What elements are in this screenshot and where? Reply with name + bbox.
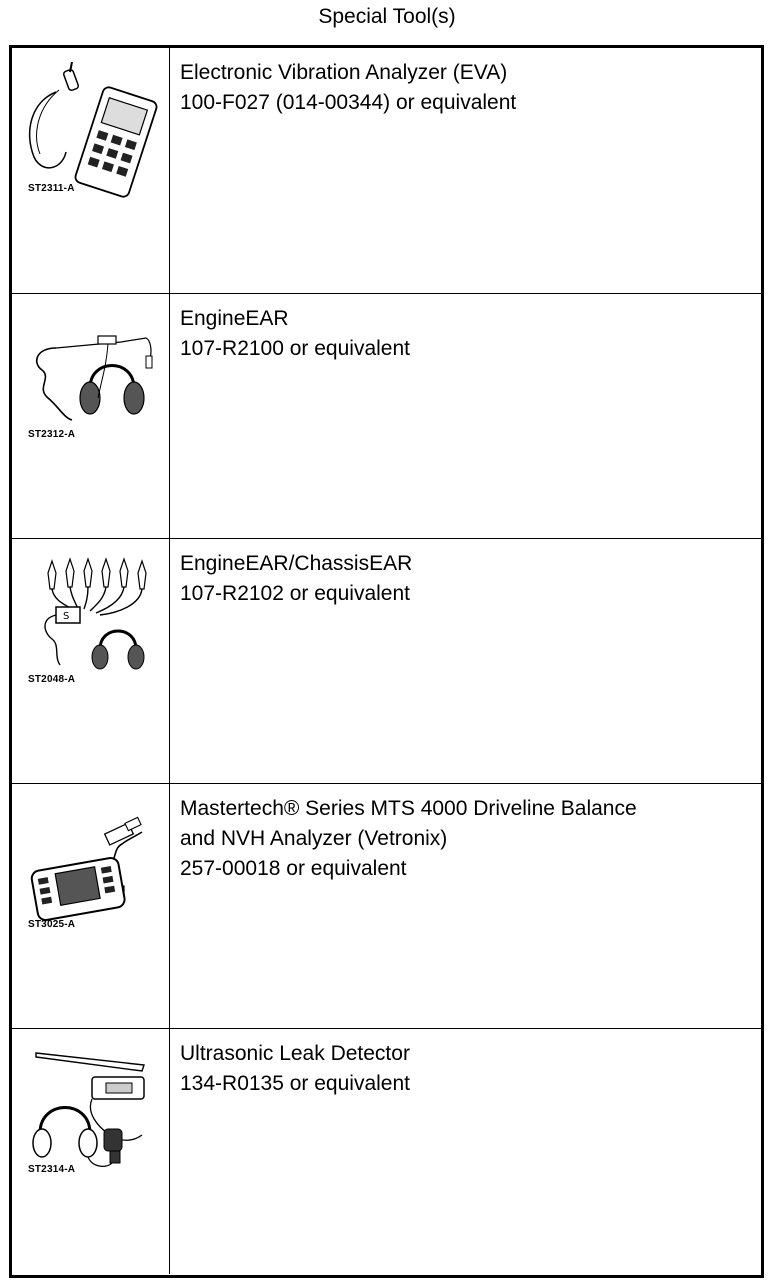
- tool-row: [12, 48, 761, 293]
- tool-name: Ultrasonic Leak Detector: [180, 1042, 410, 1065]
- tool-description: [180, 1039, 750, 1099]
- tool-part-number: 107-R2100 or equivalent: [180, 337, 410, 360]
- tool-name: Electronic Vibration Analyzer (EVA): [180, 61, 508, 84]
- tool-description: [180, 304, 750, 364]
- tool-image-cell: [12, 784, 170, 1029]
- tool-description: [180, 794, 750, 884]
- tool-image-cell: [12, 1029, 170, 1274]
- tool-row: [12, 783, 761, 1029]
- ultrasonic-leak-detector-icon: [26, 1043, 158, 1183]
- tool-image-cell: [12, 294, 170, 539]
- driveline-balance-analyzer-icon: [26, 798, 158, 938]
- tool-description: [180, 549, 750, 609]
- special-tools-table: [9, 45, 764, 1278]
- tool-part-number: 257-00018 or equivalent: [180, 857, 407, 880]
- engine-ear-headphones-icon: [26, 308, 158, 448]
- page-title: Special Tool(s): [318, 5, 456, 28]
- tool-part-number: 134-R0135 or equivalent: [180, 1072, 410, 1095]
- chassis-ear-clamps-icon: [26, 553, 158, 693]
- tool-row: [12, 293, 761, 539]
- tool-name: Mastertech® Series MTS 4000 Driveline Balance: [180, 797, 637, 820]
- tool-image-label: ST3025-A: [28, 919, 76, 930]
- tool-description: [180, 58, 750, 118]
- tool-row: [12, 1028, 761, 1274]
- tool-part-number: 100-F027 (014-00344) or equivalent: [180, 91, 517, 114]
- tool-image-label: ST2312-A: [28, 429, 76, 440]
- tool-name-continued: and NVH Analyzer (Vetronix): [180, 827, 448, 850]
- tool-image-cell: [12, 48, 170, 293]
- tool-row: [12, 538, 761, 784]
- tool-image-cell: [12, 539, 170, 784]
- tool-image-label: ST2314-A: [28, 1164, 76, 1175]
- svg-text:S: S: [63, 611, 70, 622]
- tool-name: EngineEAR: [180, 307, 289, 330]
- vibration-analyzer-icon: [26, 62, 158, 202]
- tool-name: EngineEAR/ChassisEAR: [180, 552, 413, 575]
- tool-image-label: ST2311-A: [28, 183, 75, 194]
- tool-part-number: 107-R2102 or equivalent: [180, 582, 410, 605]
- tool-image-label: ST2048-A: [28, 674, 76, 685]
